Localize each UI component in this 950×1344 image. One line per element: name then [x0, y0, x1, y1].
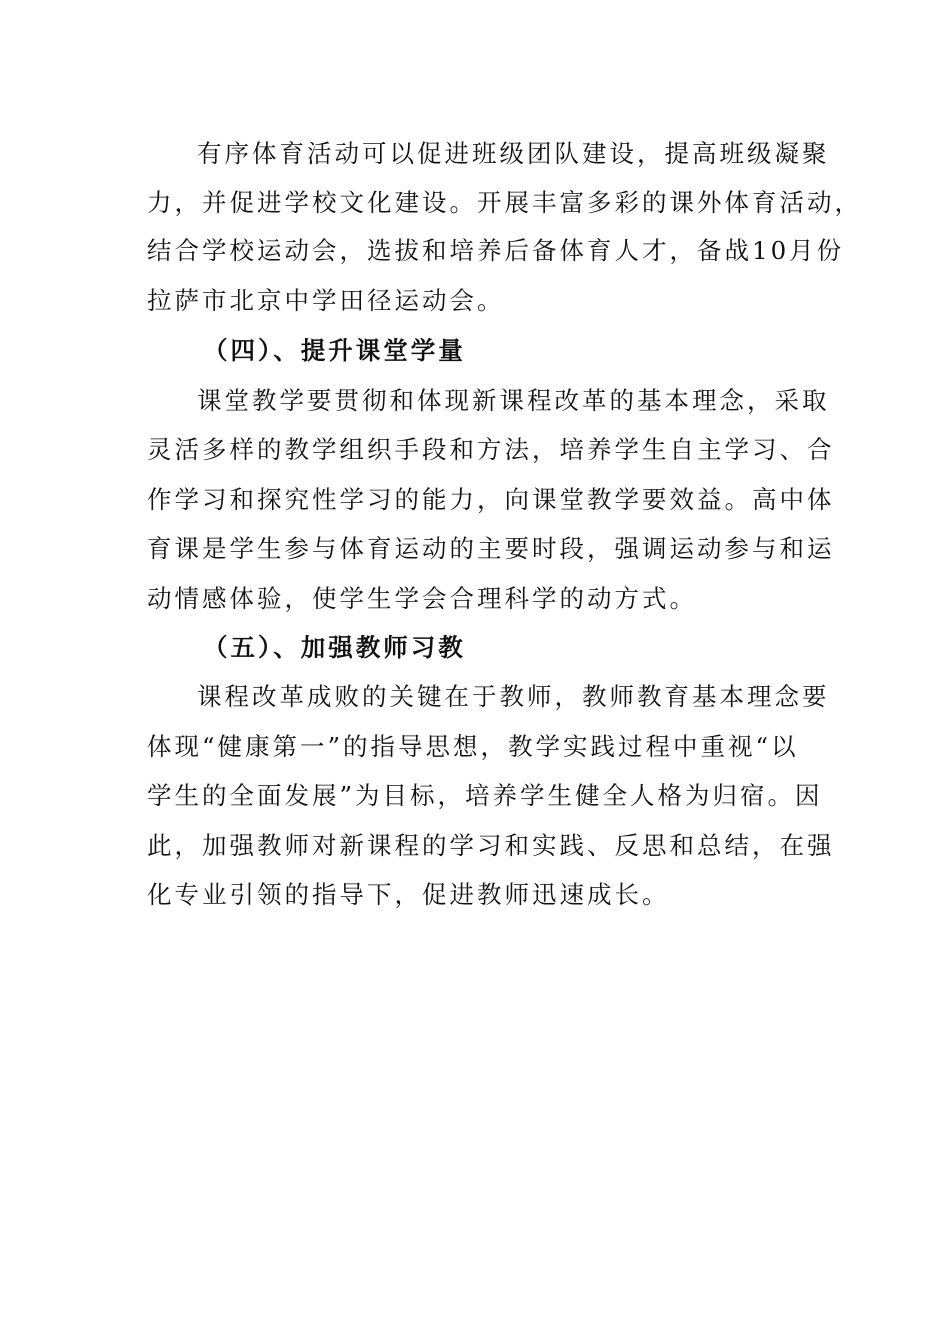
- text-line: 体现“健康第一”的指导思想，教学实践过程中重视“以: [147, 732, 799, 761]
- text-line: 此，加强教师对新课程的学习和实践、反思和总结，在强: [147, 831, 835, 860]
- text-line: 灵活多样的教学组织手段和方法，培养学生自主学习、合: [147, 435, 835, 464]
- text-line: 课程改革成败的关键在于教师，教师教育基本理念要: [197, 682, 830, 711]
- text-line: 化专业引领的指导下，促进教师迅速成长。: [147, 880, 670, 909]
- text-line: 学生的全面发展”为目标，培养学生健全人格为归宿。因: [147, 781, 823, 810]
- section-heading-4: （四）、提升课堂学量: [203, 336, 466, 365]
- text-line: 有序体育活动可以促进班级团队建设，提高班级凝聚: [197, 139, 830, 168]
- text-line: 动情感体验，使学生学会合理科学的动方式。: [147, 584, 697, 613]
- text-line: 作学习和探究性学习的能力，向课堂教学要效益。高中体: [147, 485, 835, 514]
- text-line: 育课是学生参与体育运动的主要时段，强调运动参与和运: [147, 534, 835, 563]
- text-line: 拉萨市北京中学田径运动会。: [147, 286, 505, 315]
- text-line: 力，并促进学校文化建设。开展丰富多彩的课外体育活动，: [147, 188, 862, 217]
- section-heading-5: （五）、加强教师习教: [203, 633, 466, 662]
- text-line: 结合学校运动会，选拔和培养后备体育人才，备战10月份: [147, 236, 845, 265]
- text-line: 课堂教学要贯彻和体现新课程改革的基本理念，采取: [197, 386, 830, 415]
